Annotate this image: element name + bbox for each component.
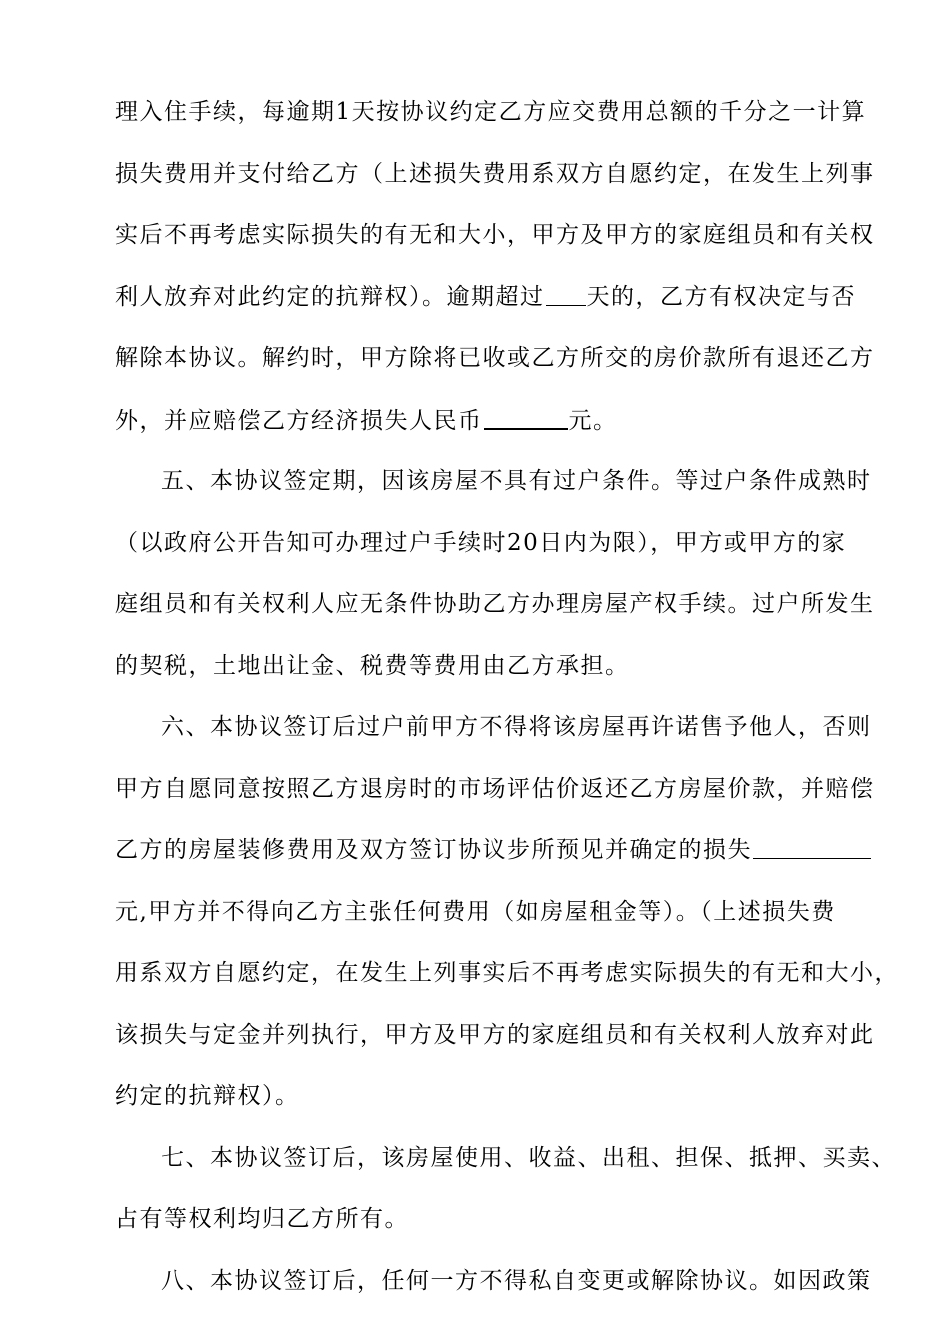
paragraph-start bbox=[115, 1261, 872, 1323]
text-line bbox=[115, 92, 867, 154]
text-line bbox=[115, 215, 875, 277]
paragraph-start bbox=[115, 461, 872, 523]
text: 六、本协议签订后过户前甲方不得将该房屋再许诺售予他人，否则 bbox=[161, 714, 872, 740]
text: 的契税，土地出让金、税费等费用由乙方承担。 bbox=[115, 652, 630, 679]
text-line bbox=[115, 769, 875, 831]
text: 七、本协议签订后，该房屋使用、收益、出租、担保、抵押、买卖、 bbox=[161, 1144, 896, 1171]
text-line bbox=[115, 1076, 857, 1138]
text-line bbox=[115, 892, 857, 954]
text: 理入住手续，每逾期1天按协议约定乙方应交费用总额的千分之一计算 bbox=[115, 99, 867, 125]
text: 实后不再考虑实际损失的有无和大小，甲方及甲方的家庭组员和有关权 bbox=[115, 222, 875, 248]
text-line bbox=[115, 338, 875, 400]
text: 占有等权利均归乙方所有。 bbox=[115, 1206, 409, 1232]
text: 用系双方自愿约定，在发生上列事实后不再考虑实际损失的有无和大小， bbox=[115, 960, 899, 986]
text-line bbox=[115, 1199, 857, 1261]
loss-amount-blank bbox=[753, 830, 871, 859]
text-line bbox=[115, 584, 875, 646]
text: 利人放弃对此约定的抗辩权）。逾期超过 bbox=[115, 283, 545, 310]
text: 天的，乙方有权决定与否 bbox=[586, 283, 856, 310]
text: 甲方自愿同意按照乙方退房时的市场评估价返还乙方房屋价款，并赔偿 bbox=[115, 775, 875, 802]
text: 五、本协议签定期，因该房屋不具有过户条件。等过户条件成熟时 bbox=[161, 468, 872, 494]
text: 损失费用并支付给乙方（上述损失费用系双方自愿约定，在发生上列事 bbox=[115, 160, 875, 187]
text-line bbox=[115, 154, 875, 216]
text: 解除本协议。解约时，甲方除将已收或乙方所交的房价款所有退还乙方 bbox=[115, 345, 875, 371]
text: 元。 bbox=[568, 407, 618, 434]
text-line bbox=[115, 523, 857, 585]
text: 乙方的房屋装修费用及双方签订协议步所预见并确定的损失 bbox=[115, 837, 752, 863]
text: （以政府公开告知可办理过户手续时20日内为限），甲方或甲方的家 bbox=[115, 529, 847, 556]
text: 该损失与定金并列执行，甲方及甲方的家庭组员和有关权利人放弃对此 bbox=[115, 1021, 875, 1048]
text: 约定的抗辩权）。 bbox=[115, 1083, 300, 1109]
text-line bbox=[115, 1015, 875, 1077]
text: 庭组员和有关权利人应无条件协助乙方办理房屋产权手续。过户所发生 bbox=[115, 591, 875, 617]
text: 元,甲方并不得向乙方主张任何费用（如房屋租金等）。（上述损失费 bbox=[115, 898, 836, 925]
paragraph-start bbox=[115, 1138, 896, 1200]
text-line bbox=[115, 830, 857, 892]
document-page bbox=[115, 92, 899, 1322]
paragraph-start bbox=[115, 707, 872, 769]
text: 外，并应赔偿乙方经济损失人民币 bbox=[115, 407, 483, 434]
text-line bbox=[115, 400, 857, 462]
text-line bbox=[115, 646, 857, 708]
text-line bbox=[115, 953, 899, 1015]
text: 八、本协议签订后，任何一方不得私自变更或解除协议。如因政策 bbox=[161, 1267, 872, 1294]
amount-blank bbox=[484, 400, 568, 430]
text-line bbox=[115, 277, 857, 339]
days-blank bbox=[546, 277, 586, 306]
